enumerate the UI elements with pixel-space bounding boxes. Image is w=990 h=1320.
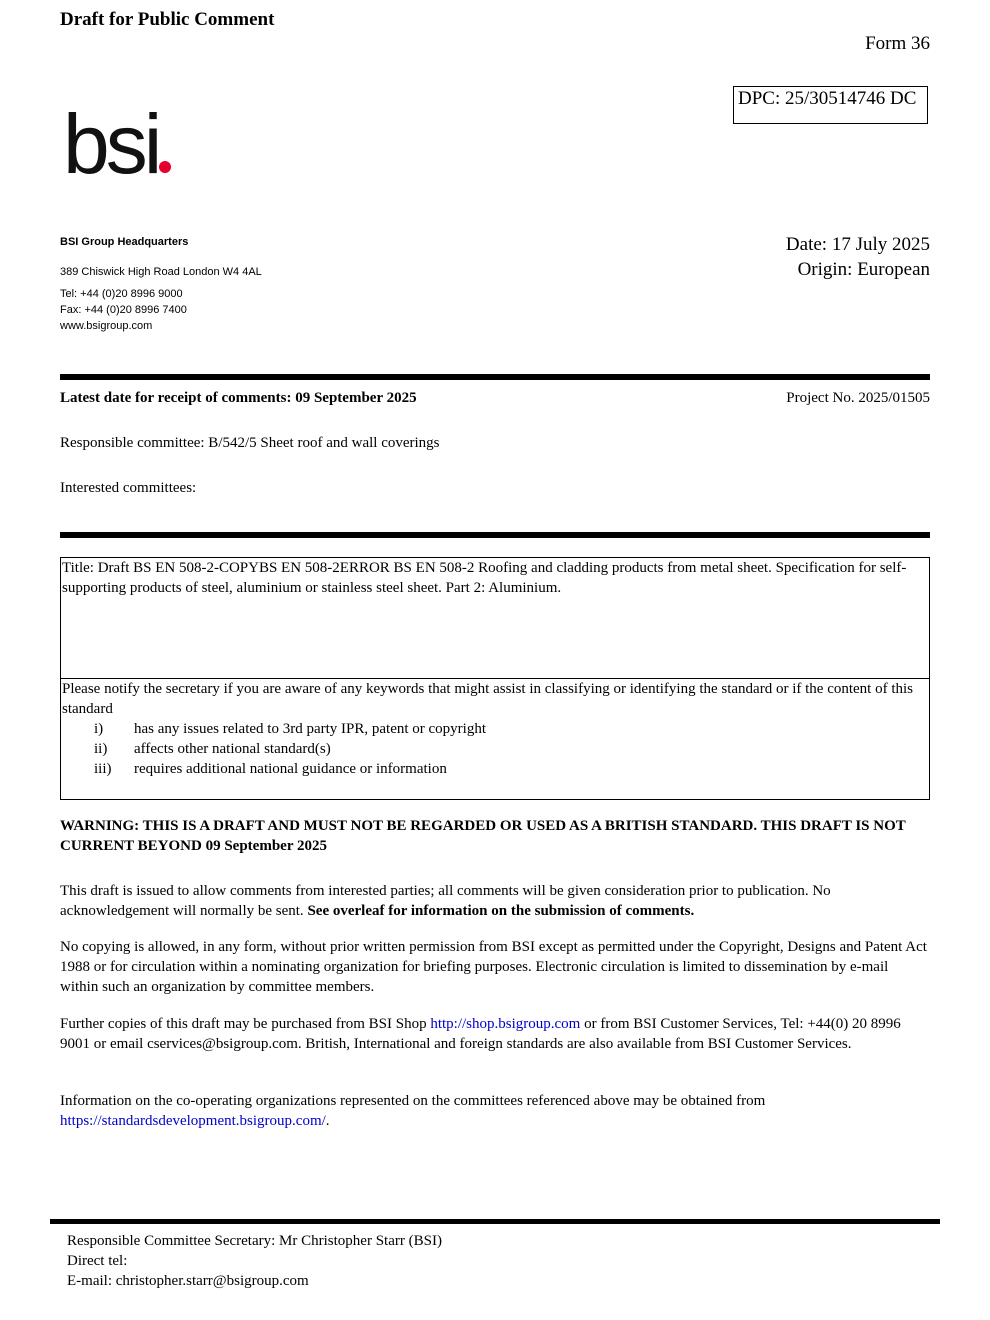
dpc-reference-box: DPC: 25/30514746 DC xyxy=(733,86,928,124)
organizations-paragraph xyxy=(60,1091,930,1131)
hq-name: BSI Group Headquarters xyxy=(60,236,189,248)
list-item-number: ii) xyxy=(94,741,108,757)
hq-address: 389 Chiswick High Road London W4 4AL xyxy=(60,266,262,278)
issue-date: Date: 17 July 2025 xyxy=(785,234,930,255)
logo-dot-icon xyxy=(159,161,171,173)
hq-fax: Fax: +44 (0)20 8996 7400 xyxy=(60,304,187,316)
notify-intro: Please notify the secretary if you are aware of any keywords that might assist in classifying or identifying the standard or if the content of this standard xyxy=(62,681,914,717)
interested-committees: Interested committees: xyxy=(60,480,197,496)
secretary-direct-tel: Direct tel: xyxy=(67,1253,128,1269)
comments-paragraph xyxy=(60,881,930,921)
secretary-email: E-mail: christopher.starr@bsigroup.com xyxy=(67,1273,309,1289)
footer-secretary-block xyxy=(67,1231,442,1291)
comments-text: This draft is issued to allow comments from interested parties; all comments will be given consideration prior to publication. No acknowledgement will normally be sent. xyxy=(60,883,831,919)
secretary-name: Responsible Committee Secretary: Mr Christopher Starr (BSI) xyxy=(67,1233,442,1249)
origin: Origin: European xyxy=(797,259,930,280)
notify-list xyxy=(62,719,928,779)
latest-comment-date: Latest date for receipt of comments: 09 September 2025 xyxy=(60,390,417,406)
organizations-text: Information on the co-operating organizations represented on the committees referenced above may be obtained from xyxy=(60,1093,766,1109)
purchase-text-rest: or from BSI Customer Services, Tel: +44(0) 20 8996 9001 or email cservices@bsigroup.com. British, International and foreign standards are also available from BSI Customer Services. xyxy=(60,1016,901,1052)
overleaf-note: See overleaf for information on the submission of comments. xyxy=(307,903,695,919)
section-divider xyxy=(60,532,930,538)
project-number: Project No. 2025/01505 xyxy=(786,390,930,406)
date-origin-block xyxy=(786,232,930,282)
list-item-number: iii) xyxy=(94,761,112,777)
list-item-text: has any issues related to 3rd party IPR, patent or copyright xyxy=(134,721,487,737)
notify-section xyxy=(61,679,929,779)
organizations-text-end: . xyxy=(325,1113,330,1129)
hq-web: www.bsigroup.com xyxy=(60,320,153,332)
bsi-shop-link[interactable]: http://shop.bsigroup.com xyxy=(430,1016,581,1032)
purchase-text: Further copies of this draft may be purchased from BSI Shop xyxy=(60,1016,427,1032)
list-item xyxy=(62,719,928,739)
list-item-text: requires additional national guidance or information xyxy=(134,761,447,777)
draft-label: Draft for Public Comment xyxy=(60,9,275,30)
bsi-logo-text: bsi xyxy=(63,97,159,191)
list-item xyxy=(62,759,928,779)
form-number: Form 36 xyxy=(865,33,930,54)
bsi-logo xyxy=(63,97,171,191)
purchase-paragraph xyxy=(60,1014,930,1054)
section-divider xyxy=(60,374,930,380)
list-item-number: i) xyxy=(94,721,104,737)
hq-tel: Tel: +44 (0)20 8996 9000 xyxy=(60,288,183,300)
hq-address-block xyxy=(60,234,262,334)
responsible-committee: Responsible committee: B/542/5 Sheet roof and wall coverings xyxy=(60,435,440,451)
draft-warning: WARNING: THIS IS A DRAFT AND MUST NOT BE REGARDED OR USED AS A BRITISH STANDARD. THIS DRAFT IS NOT CURRENT BEYOND 09 September 2025 xyxy=(60,818,906,854)
footer-divider xyxy=(50,1219,940,1224)
copyright-paragraph: No copying is allowed, in any form, without prior written permission from BSI except as permitted under the Copyright, Designs and Patent Act 1988 or for circulation within a nominating organization for briefing purposes. Electronic circulation is limited to dissemination by e-mail within such an organization by committee members. xyxy=(60,939,927,995)
title-box xyxy=(60,557,930,800)
standards-development-link[interactable]: https://standardsdevelopment.bsigroup.com/ xyxy=(60,1113,326,1129)
list-item xyxy=(62,739,928,759)
list-item-text: affects other national standard(s) xyxy=(134,741,331,757)
standard-title: Title: Draft BS EN 508-2-COPYBS EN 508-2ERROR BS EN 508-2 Roofing and cladding products from metal sheet. Specification for self-supporting products of steel, aluminium or stainless steel sheet. Part 2: Aluminium. xyxy=(61,558,929,679)
